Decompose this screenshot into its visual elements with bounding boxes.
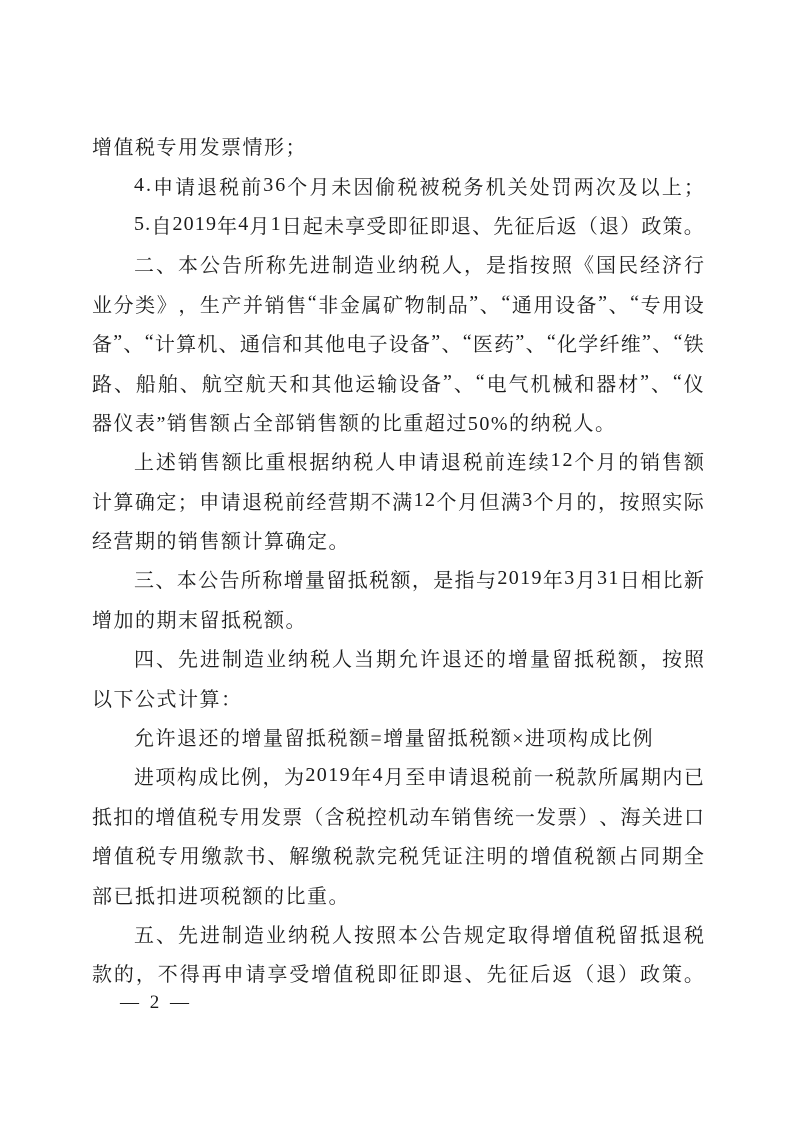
text-line: 二 、 本 公 告 所 称 先 进 制 造 业 纳 税 人 ， 是 指 按 照 《 国 民 经 济 行 xyxy=(134,255,704,278)
text-line: 上 述 销 售 额 比 重 根 据 纳 税 人 申 请 退 税 前 连 续 1 2 个 月 的 销 售 额 xyxy=(134,449,704,475)
text-line: 五 、 先 进 制 造 业 纳 税 人 按 照 本 公 告 规 定 取 得 增 值 税 留 抵 退 税 xyxy=(134,925,704,947)
page-number: — 2 — xyxy=(120,992,192,1013)
text-line: 5 . 自 2 0 1 9 年 4 月 1 日 起 未 享 受 即 征 即 退 、 先 征 后 返 （ 退 ） 政 策 。 xyxy=(134,212,704,238)
text-line: 部已抵扣进项税额的比重。 xyxy=(92,885,350,908)
text-line: 4 . 申 请 退 税 前 3 6 个 月 未 因 偷 税 被 税 务 机 关 处 罚 两 次 及 以 上 ； xyxy=(134,173,704,199)
text-line: 四 、 先 进 制 造 业 纳 税 人 当 期 允 许 退 还 的 增 量 留 抵 税 额 ， 按 照 xyxy=(134,649,704,672)
text-line: 增值税专用发票情形； xyxy=(92,137,307,160)
formula-line: 允许退还的增量留抵税额=增量留抵税额×进项构成比例 xyxy=(134,728,655,751)
text-line: 经营期的销售额计算确定。 xyxy=(92,531,350,554)
text-line: 增加的期末留抵税额。 xyxy=(92,609,307,632)
document-body xyxy=(92,126,704,993)
text-line: 计 算 确 定 ； 申 请 退 税 前 经 营 期 不 满 1 2 个 月 但 满 3 个 月 的 ， 按 照 实 际 xyxy=(92,488,704,514)
text-line: 备 ” 、 “ 计 算 机 、 通 信 和 其 他 电 子 设 备 ” 、 “ 医 药 ” 、 “ 化 学 纤 维 ” 、 “ 铁 xyxy=(92,331,704,357)
text-line: 增 值 税 专 用 缴 款 书 、 解 缴 税 款 完 税 凭 证 注 明 的 增 值 税 额 占 同 期 全 xyxy=(92,846,704,869)
text-line: 款 的 ， 不 得 再 申 请 享 受 增 值 税 即 征 即 退 、 先 征 后 返 （ 退 ） 政 策 。 xyxy=(92,964,704,987)
text-line: 以下公式计算： xyxy=(92,688,243,711)
text-line: 三 、 本 公 告 所 称 增 量 留 抵 税 额 ， 是 指 与 2 0 1 9 年 3 月 3 1 日 相 比 新 xyxy=(134,567,704,593)
text-line: 器仪表”销售额占全部销售额的比重超过50%的纳税人。 xyxy=(92,412,617,435)
text-line: 抵 扣 的 增 值 税 专 用 发 票 （ 含 税 控 机 动 车 销 售 统 一 发 票 ） 、 海 关 进 口 xyxy=(92,806,704,829)
text-line: 进 项 构 成 比 例 ， 为 2 0 1 9 年 4 月 至 申 请 退 税 前 一 税 款 所 属 期 内 已 xyxy=(134,764,704,790)
text-line: 路 、 船 舶 、 航 空 航 天 和 其 他 运 输 设 备 ” 、 “ 电 气 机 械 和 器 材 ” 、 “ 仪 xyxy=(92,370,704,396)
text-line: 业 分 类 》 ， 生 产 并 销 售 “ 非 金 属 矿 物 制 品 ” 、 “ 通 用 设 备 ” 、 “ 专 用 设 xyxy=(92,291,704,317)
